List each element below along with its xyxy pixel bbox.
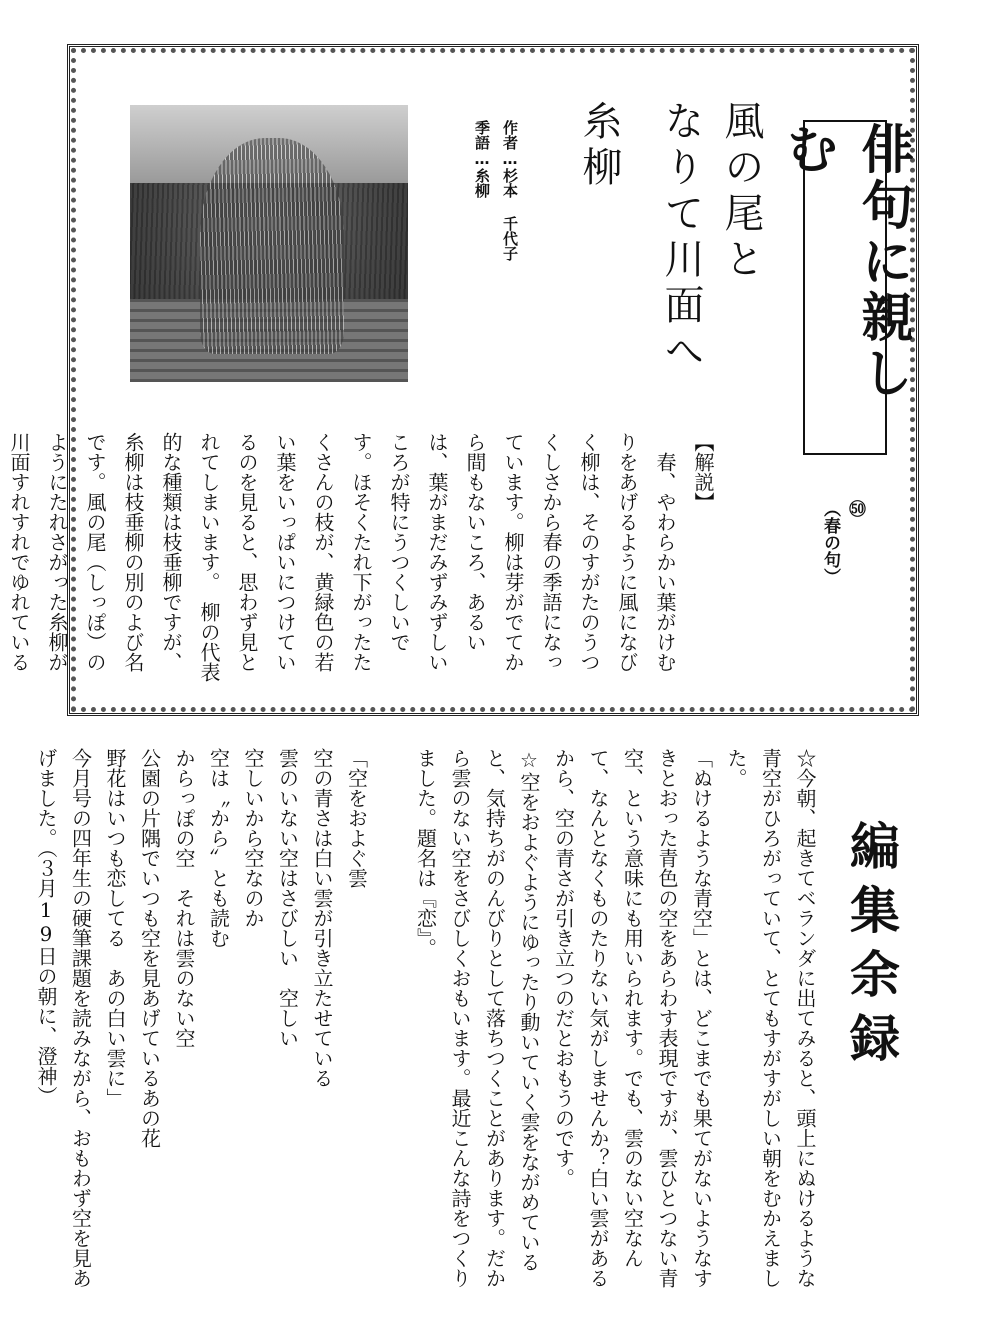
author-line: 作者…杉本 千代子: [501, 120, 519, 261]
haiku-column-title: 俳句に親しむ: [777, 122, 913, 402]
poem-line-1: 風の尾と: [718, 100, 764, 284]
issue-number-badge: ㊿: [845, 500, 865, 517]
haiku-column-title-box: [777, 120, 913, 455]
editorial-title: 編集余録: [842, 820, 901, 1076]
season-label: （春の句）: [820, 500, 840, 585]
poem-line-3: 糸柳: [576, 100, 622, 192]
poem-line-2: なりて川面へ: [658, 100, 704, 376]
haiku-commentary: 【解説】 春、やわらかい葉がけむりをあげるように風になびく柳は、そのすがたのうつくしさから春の季語になっています。柳は芽がでてから間もないころ、あるいは、葉がまだみずみずしいころが特にうつくしいです。ほそくたれ下がったたくさんの枝が、黄緑色の若い葉をいっぱいにつけているのを見ると、思わず見とれてしまいます。 柳の代表的な種類は枝垂柳ですが、糸柳は枝垂柳の別のよび名です。風の尾（しっぽ）のようにたれさがった糸柳が川面すれすれでゆれている: [7, 432, 715, 682]
willow-photo: [130, 105, 408, 382]
editorial-body: ☆今朝、起きてベランダに出てみると、頭上にぬけるような青空がひろがっていて、とてもすがすがしい朝をむかえました。 「ぬけるような青空」とは、どこまでも果てがないようなすきとおった青色の空をあらわす表現ですが、雲ひとつない青空、という意味にも用いられます。でも、雲のない空なんて、なんとなくものたりない気がしませんか？白い雲があるから、空の青さが引き立つのだとおもうのです。 ☆空をおよぐようにゆったり動いていく雲をながめていると、気持ちがのんびりとして落ちつくことがあります。だから雲のない空をさびしくおもいます。最近こんな詩をつくりました。題名は『恋』。 「空をおよぐ雲 空の青さは白い雲が引き立たせている 雲のいない空はさびしい 空しい 空しいから空なのか 空は〝から〟とも読む からっぽの空 それは雲のない空 公園の片隅でいつも空を見あげているあの花 野花はいつも恋してる あの白い雲に」 今月号の四年生の硬筆課題を読みながら、おもわず空を見あげました。（３月19日の朝に、澄神）: [34, 748, 817, 1288]
kigo-line: 季語…糸柳: [473, 120, 491, 198]
issue-number: [818, 500, 868, 620]
photo-willow-tree: [200, 138, 345, 354]
